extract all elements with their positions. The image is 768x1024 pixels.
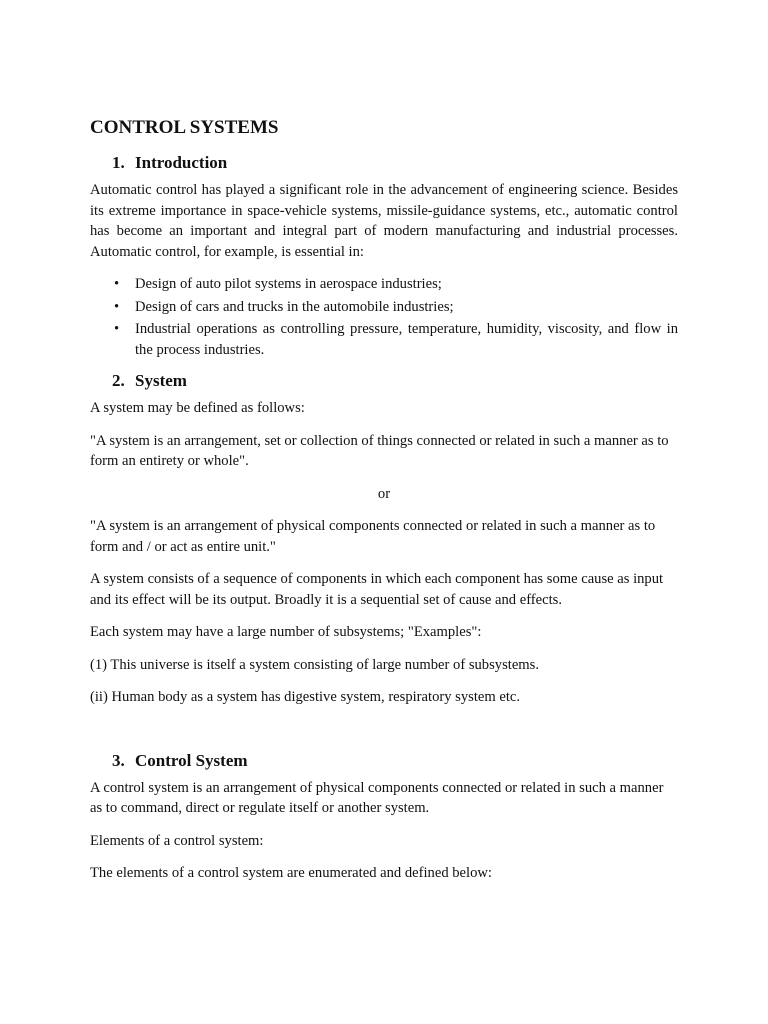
list-item-text: Industrial operations as controlling pressure, temperature, humidity, viscosity, and flow in the process industries. (135, 321, 678, 358)
introduction-paragraph: Automatic control has played a significant role in the advancement of engineering science. Besides its extreme importance in space-vehicle systems, missile-guidance systems, etc., automatic control has become an important and integral part of modern manufacturing and industrial processes. Automatic control, for example, is essential in: (90, 182, 678, 260)
document-title: CONTROL SYSTEMS (90, 117, 279, 138)
list-item (90, 274, 678, 295)
section-number: 1. (112, 153, 125, 172)
section-number: 2. (112, 371, 125, 390)
section-title: Introduction (135, 153, 228, 172)
example-2: (ii) Human body as a system has digestive system, respiratory system etc. (90, 689, 521, 705)
system-definition-lead: A system may be defined as follows: (90, 400, 305, 416)
section-title: Control System (135, 750, 248, 770)
section-heading-system (90, 370, 678, 392)
list-item (90, 319, 678, 360)
elements-heading-text: Elements of a control system: (90, 832, 264, 849)
control-system-definition: A control system is an arrangement of physical components connected or related in such a manner as to command, direct or regulate itself or another system. (90, 779, 664, 816)
section-number: 3. (112, 750, 125, 770)
section-title: System (135, 371, 187, 390)
section-heading-control-system (90, 750, 678, 772)
or-separator: or (377, 485, 391, 502)
system-definition-quote-1: "A system is an arrangement, set or collection of things connected or related in such a manner as to form an entirety or whole". (90, 432, 669, 469)
elements-intro: The elements of a control system are enumerated and defined below: (90, 865, 492, 881)
section-spacer (90, 720, 678, 750)
bullet-icon: • (114, 321, 120, 337)
application-list (90, 274, 678, 360)
example-1: (1) This universe is itself a system consisting of large number of subsystems. (90, 656, 539, 673)
list-item-text: Design of cars and trucks in the automobile industries; (135, 298, 454, 315)
bullet-icon: • (114, 276, 120, 292)
system-components-paragraph: A system consists of a sequence of components in which each component has some cause as input and its effect will be its output. Broadly it is a sequential set of cause and effects. (90, 571, 664, 608)
subsystems-paragraph: Each system may have a large number of subsystems; "Examples": (90, 624, 482, 640)
section-heading-introduction (90, 152, 678, 174)
list-item-text: Design of auto pilot systems in aerospace industries; (135, 276, 442, 292)
list-item (90, 297, 678, 318)
system-definition-quote-2: "A system is an arrangement of physical components connected or related in such a manner as to form and / or act as entire unit." (90, 518, 656, 555)
bullet-icon: • (114, 298, 120, 315)
